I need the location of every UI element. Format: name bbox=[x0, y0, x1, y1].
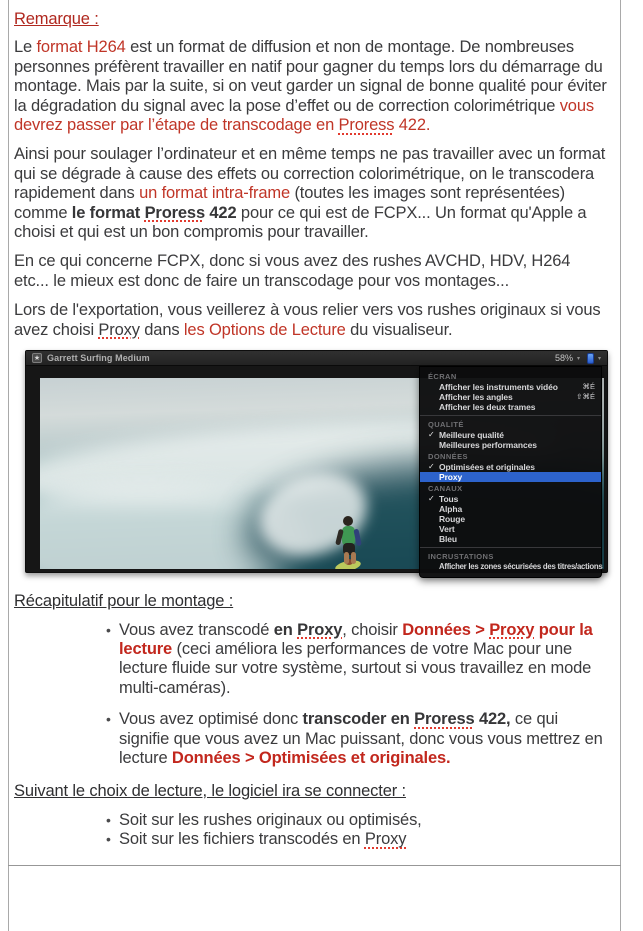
menu-section-canaux: CANAUX bbox=[428, 484, 463, 494]
view-options-icon[interactable] bbox=[587, 353, 594, 364]
viewer-titlebar bbox=[26, 351, 607, 366]
section-divider bbox=[8, 865, 621, 876]
surfer-figure bbox=[328, 496, 374, 569]
zoom-dropdown-arrow-icon[interactable]: ▾ bbox=[576, 355, 580, 362]
zoom-level-value[interactable]: 58% bbox=[554, 353, 573, 364]
paragraph-export: Lors de l'exportation, vous veillerez à vous relier vers vos rushes originaux si vous avez choisi Proxy dans les Options de Lecture du visualiseur. bbox=[14, 301, 601, 339]
list-item-transcodes: • Soit sur les fichiers transcodés en Proxy bbox=[119, 830, 608, 849]
list-item-optimise: • Vous avez optimisé donc transcoder en Proress 422, ce qui signifie que vous avez un Mac puissant, donc vous vous mettrez en lecture Données > Optimisées et originales. bbox=[119, 710, 608, 768]
fcpx-viewer-screenshot bbox=[25, 350, 608, 573]
menu-section-incrustations: INCRUSTATIONS bbox=[428, 552, 494, 562]
menu-separator bbox=[420, 415, 601, 416]
check-icon: ✓ bbox=[428, 430, 435, 440]
menu-item-bleu[interactable]: Bleu bbox=[439, 534, 458, 545]
check-icon: ✓ bbox=[428, 494, 435, 504]
menu-section-donnees: DONNÉES bbox=[428, 452, 468, 462]
menu-item-zones-securisees[interactable]: Afficher les zones sécurisées des titres/actions bbox=[439, 562, 603, 572]
menu-item-optimisees-originales[interactable]: ✓ Optimisées et originales bbox=[428, 462, 535, 473]
check-icon: ✓ bbox=[428, 462, 435, 472]
menu-section-ecran: ÉCRAN bbox=[428, 372, 457, 382]
menu-item-rouge[interactable]: Rouge bbox=[439, 514, 465, 525]
list-item-originaux: • Soit sur les rushes originaux ou optimisés, bbox=[119, 811, 608, 830]
shortcut-label: ⌘É bbox=[582, 382, 595, 392]
menu-item-alpha[interactable]: Alpha bbox=[439, 504, 463, 515]
menu-item-vert[interactable]: Vert bbox=[439, 524, 455, 535]
viewer-options-menu bbox=[419, 366, 602, 578]
recap-list bbox=[14, 621, 608, 769]
menu-item-deux-trames[interactable]: Afficher les deux trames bbox=[439, 402, 536, 413]
favorite-star-icon: ★ bbox=[33, 355, 41, 363]
paragraph-intraframe: Ainsi pour soulager l’ordinateur et en même temps ne pas travailler avec un format qui se dégrade à cause des effets ou correction colorimétrique, on le transcodera rapidement dans un format intra-frame (toutes les images sont représentées) comme le format Proress 422 pour ce qui est de FCPX... Un format qu'Apple a choisi et qui est un bon compromis pour travailler. bbox=[14, 145, 606, 242]
recap-heading: Récapitulatif pour le montage : bbox=[14, 592, 234, 611]
paragraph-fcpx: En ce qui concerne FCPX, donc si vous avez des rushes AVCHD, HDV, H264 etc... le mieux est donc de faire un transcodage pour vos montages... bbox=[14, 252, 571, 290]
document-page bbox=[8, 0, 621, 931]
list-item-proxy: • Vous avez transcodé en Proxy, choisir Données > Proxy pour la lecture (ceci améliora les performances de votre Mac pour une lecture fluide sur votre système, surtout si vous travaillez en mode multi-caméras). bbox=[119, 621, 608, 699]
paragraph-h264: Le format H264 est un format de diffusion et non de montage. De nombreuses personnes préfèrent travailler en natif pour gagner du temps lors du démarrage du montage. Mais par la suite, si on veut garder un signal de bonne qualité pour éviter la dégradation du signal avec la pose d’effet ou de correction colorimétrique vous devrez passer par l’étape de transcodage en Proress 422. bbox=[14, 38, 607, 135]
menu-item-tous[interactable]: ✓ Tous bbox=[428, 494, 459, 505]
clip-title: Garrett Surfing Medium bbox=[47, 353, 150, 364]
view-options-dropdown-arrow-icon[interactable]: ▾ bbox=[597, 355, 601, 362]
menu-item-instruments-video[interactable]: Afficher les instruments vidéo ⌘É bbox=[439, 382, 595, 393]
menu-item-meilleure-qualite[interactable]: ✓ Meilleure qualité bbox=[428, 430, 504, 441]
menu-item-meilleures-performances[interactable]: Meilleures performances bbox=[439, 440, 537, 451]
shortcut-label: ⇧⌘É bbox=[576, 392, 595, 402]
menu-item-proxy[interactable]: Proxy bbox=[420, 472, 601, 482]
connect-list bbox=[14, 811, 608, 850]
remark-heading: Remarque : bbox=[14, 10, 99, 28]
menu-item-angles[interactable]: Afficher les angles ⇧⌘É bbox=[439, 392, 595, 403]
menu-section-qualite: QUALITÉ bbox=[428, 420, 464, 430]
menu-separator bbox=[420, 547, 601, 548]
connect-heading: Suivant le choix de lecture, le logiciel ira se connecter : bbox=[14, 782, 406, 801]
